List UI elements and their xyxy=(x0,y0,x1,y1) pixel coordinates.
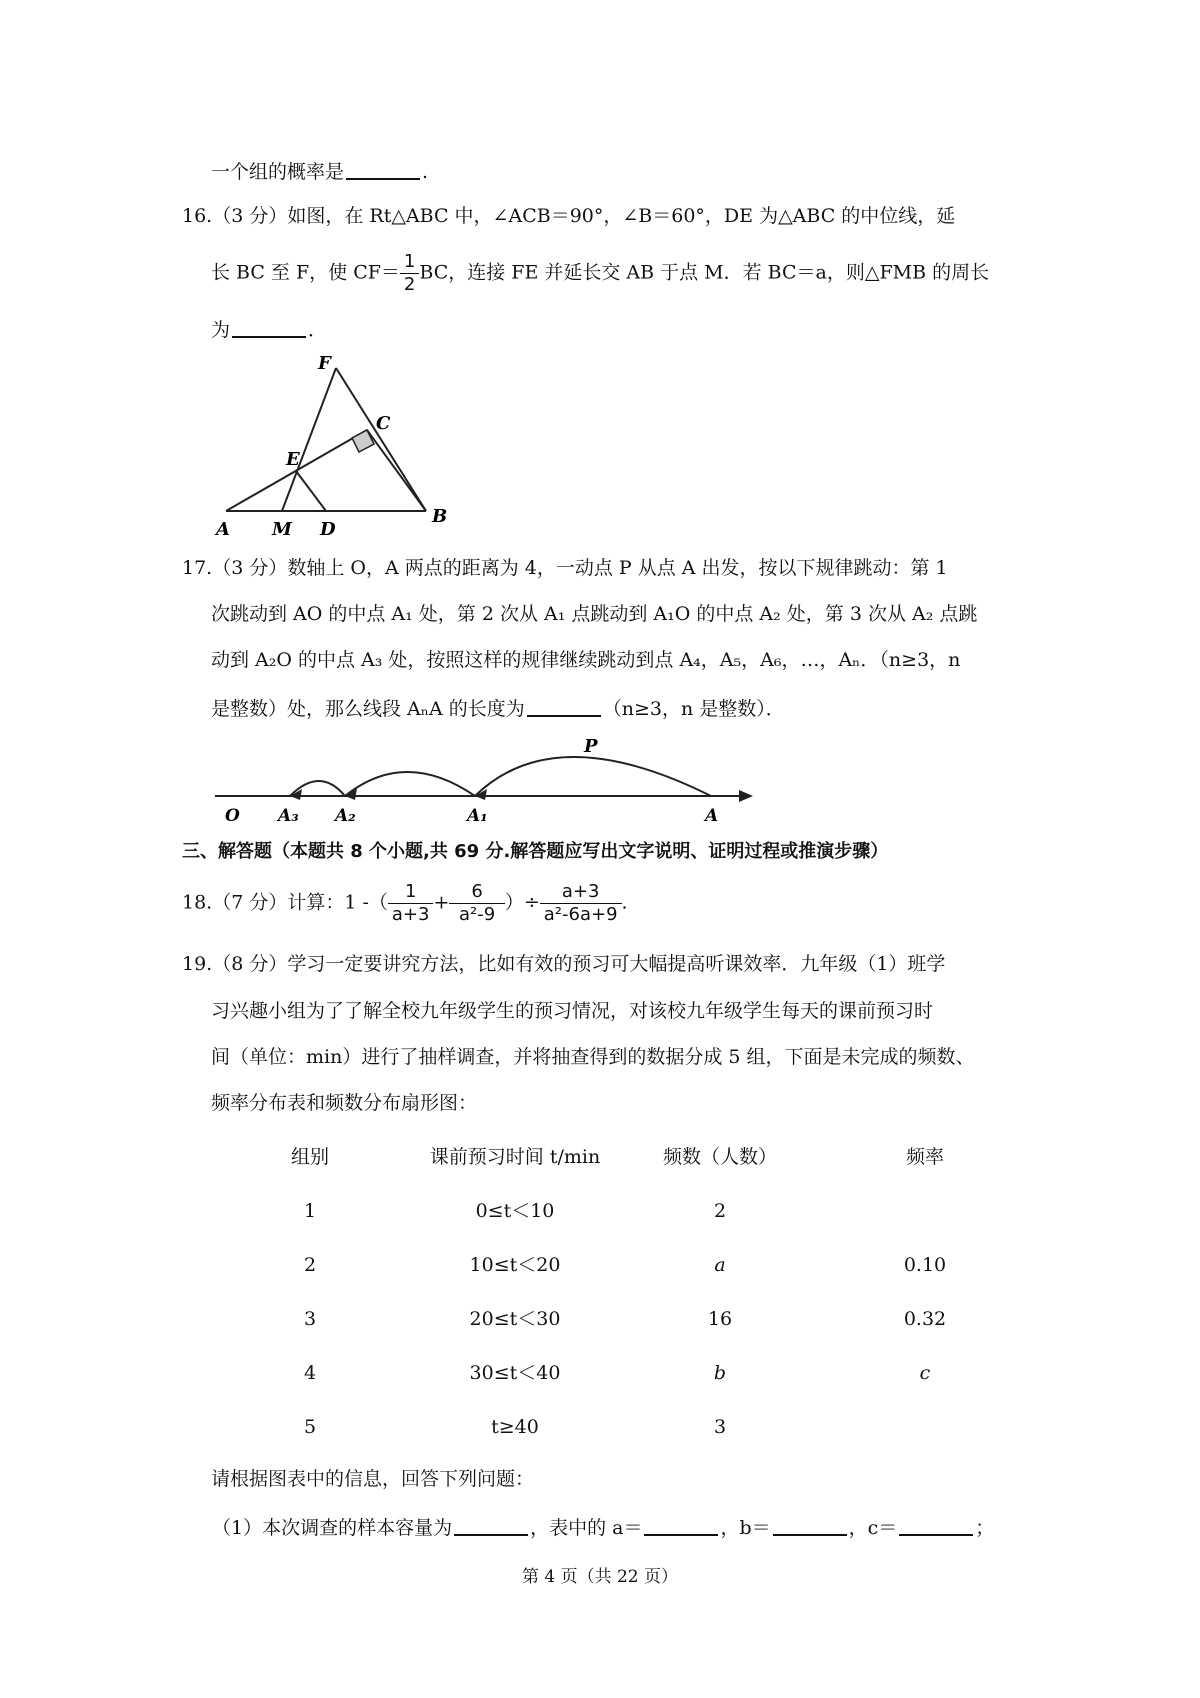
q16-line-3: 为 ． xyxy=(211,319,328,341)
table-cell: 1 xyxy=(303,1200,317,1222)
table-cell: 3 xyxy=(303,1308,317,1330)
label-C: C xyxy=(376,413,391,434)
table-cell: 16 xyxy=(707,1308,733,1330)
label-E: E xyxy=(286,449,300,470)
table-cell: c xyxy=(919,1362,931,1384)
table-header: 组别 xyxy=(290,1146,329,1168)
q19-line-4: 频率分布表和频数分布扇形图： xyxy=(211,1092,478,1114)
fraction-1: $\frac{1}{a+3}$ xyxy=(388,883,434,924)
table-cell: 30≤t＜40 xyxy=(469,1362,561,1384)
q16-line-1: 16.（3 分）如图，在 Rt△ABC 中，∠ACB＝90°，∠B＝60°，DE 为△ABC 的中位线，延 xyxy=(182,205,956,227)
section-heading: 三、解答题（本题共 8 个小题,共 69 分.解答题应写出文字说明、证明过程或推演步骤） xyxy=(182,841,889,862)
answer-blank[interactable] xyxy=(346,160,420,180)
table-header: 课前预习时间 t/min xyxy=(429,1146,601,1168)
q17-line-1: 17.（3 分）数轴上 O，A 两点的距离为 4，一动点 P 从点 A 出发，按以下规律跳动：第 1 xyxy=(182,557,948,579)
q17-line-4: 是整数）处，那么线段 AₙA 的长度为 （n≥3，n 是整数）． xyxy=(211,698,785,720)
answer-blank[interactable] xyxy=(527,697,601,717)
table-cell: 4 xyxy=(303,1362,317,1384)
label-P: P xyxy=(584,736,598,757)
answer-blank[interactable] xyxy=(644,1516,718,1536)
table-cell: b xyxy=(713,1362,727,1384)
triangle-figure xyxy=(210,355,460,545)
q19-ask: 请根据图表中的信息，回答下列问题： xyxy=(211,1468,535,1490)
q16-line-2: 长 BC 至 F，使 CF＝ $\frac{1}{2}$ BC，连接 FE 并延长交 AB 于点 M．若 BC＝a，则△FMB 的周长 xyxy=(211,251,990,295)
prev-question-line: 一个组的概率是 . xyxy=(211,161,429,183)
table-cell: 0≤t＜10 xyxy=(475,1200,555,1222)
table-cell: a xyxy=(714,1254,726,1276)
table-cell: 0.10 xyxy=(903,1254,947,1276)
table-cell: 2 xyxy=(303,1254,317,1276)
table-cell: 20≤t＜30 xyxy=(469,1308,561,1330)
label-A3: A₃ xyxy=(278,806,299,824)
table-cell: 2 xyxy=(713,1200,727,1222)
table-header: 频率 xyxy=(905,1146,944,1168)
label-F: F xyxy=(318,355,331,374)
answer-blank[interactable] xyxy=(899,1516,973,1536)
label-A1: A₁ xyxy=(467,806,488,824)
page-footer: 第 4 页（共 22 页） xyxy=(521,1567,679,1587)
q19-line-3: 间（单位：min）进行了抽样调查，并将抽查得到的数据分成 5 组，下面是未完成的频数、 xyxy=(211,1046,975,1068)
q19-part-1: （1）本次调查的样本容量为 ，表中的 a＝ ，b＝ ，c＝ ； xyxy=(212,1517,995,1539)
label-D: D xyxy=(320,519,336,540)
label-O: O xyxy=(225,806,240,824)
table-header: 频数（人数） xyxy=(662,1146,777,1168)
label-A: A xyxy=(216,519,230,540)
answer-blank[interactable] xyxy=(232,318,306,338)
fraction-half: $\frac{1}{2}$ xyxy=(400,253,419,294)
fraction-2: $\frac{6}{\text{a²-9}}$ xyxy=(449,883,504,924)
answer-blank[interactable] xyxy=(454,1516,528,1536)
table-cell: 0.32 xyxy=(903,1308,947,1330)
number-line-figure xyxy=(205,728,765,824)
table-cell: 5 xyxy=(303,1416,317,1438)
q18-expression: 18.（7 分）计算：1 -（ $\frac{1}{a+3}$ + $\frac{6}{\text{a²-9}}$ ）÷ $\frac{a+3}{\text{a²-6a+9}}$ . xyxy=(182,881,628,925)
q17-line-2: 次跳动到 AO 的中点 A₁ 处，第 2 次从 A₁ 点跳动到 A₁O 的中点 A₂ 处，第 3 次从 A₂ 点跳 xyxy=(211,603,978,625)
q17-line-3: 动到 A₂O 的中点 A₃ 处，按照这样的规律继续跳动到点 A₄，A₅，A₆，…，Aₙ．（n≥3，n xyxy=(211,649,961,671)
q19-line-2: 习兴趣小组为了了解全校九年级学生的预习情况，对该校九年级学生每天的课前预习时 xyxy=(211,1000,934,1022)
q19-line-1: 19.（8 分）学习一定要讲究方法，比如有效的预习可大幅提高听课效率．九年级（1）班学 xyxy=(182,953,946,975)
label-B: B xyxy=(432,506,448,527)
table-cell: 10≤t＜20 xyxy=(469,1254,561,1276)
table-cell: t≥40 xyxy=(491,1416,539,1438)
label-M: M xyxy=(272,519,292,540)
fraction-3: $\frac{a+3}{\text{a²-6a+9}}$ xyxy=(540,883,622,924)
label-A-point: A xyxy=(705,806,719,824)
table-cell: 3 xyxy=(713,1416,727,1438)
label-A2: A₂ xyxy=(335,806,356,824)
answer-blank[interactable] xyxy=(773,1516,847,1536)
